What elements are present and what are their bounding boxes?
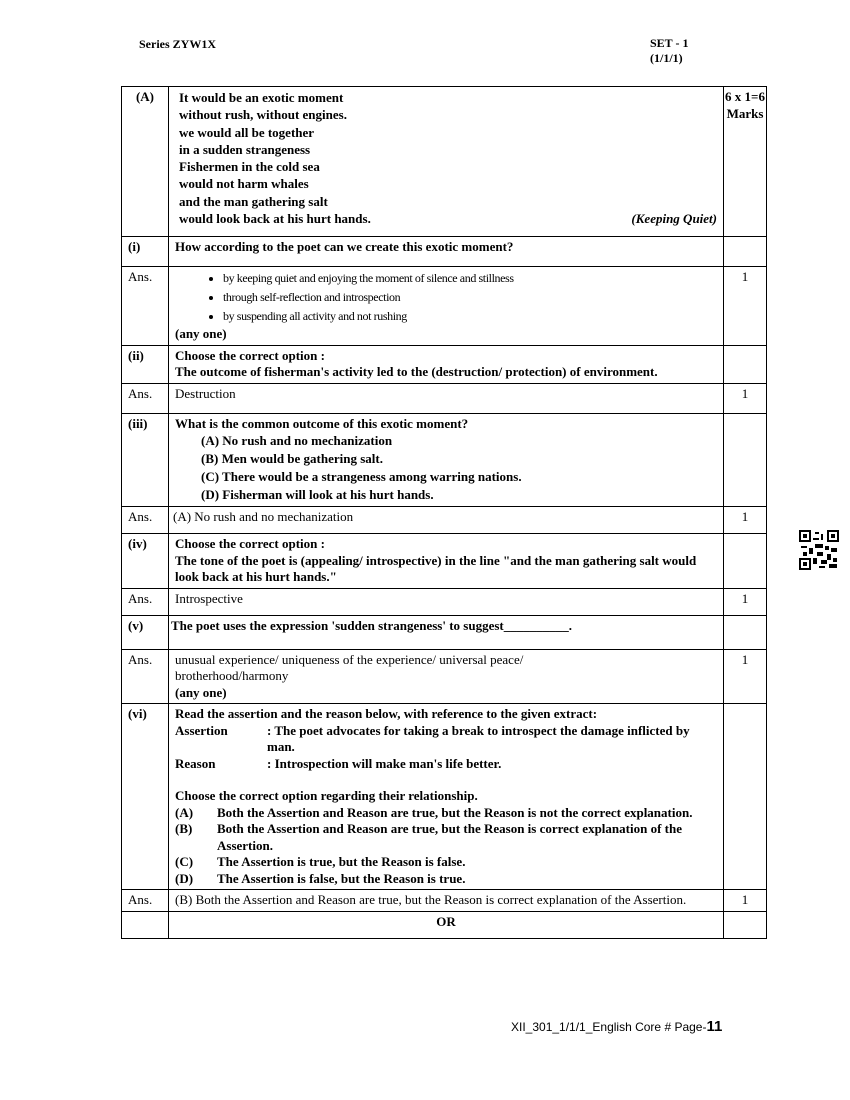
question-number: (ii): [122, 345, 169, 383]
answer-label: Ans.: [122, 890, 169, 912]
answer-label: Ans.: [122, 649, 169, 704]
question-row: [122, 534, 767, 589]
question-text: The poet uses the expression 'sudden strangeness' to suggest__________.: [169, 615, 724, 649]
question-row: [122, 704, 767, 890]
answer-text: unusual experience/ uniqueness of the experience/ universal peace/ brotherhood/harmony (any one): [169, 649, 724, 704]
series-label: Series ZYW1X: [139, 37, 216, 51]
answer-text: (A) No rush and no mechanization: [169, 507, 724, 534]
question-text: Read the assertion and the reason below, with reference to the given extract: Assertion : The poet advocates for taking a break to introspect the damage inflicted by man. Reason : Introspection will make man's life better. Choose the correct option regarding their relationship. (A) Both the Assertion and Reason are true, but the Reason is not the correct explanation. (B) Both the Assertion and Reason are true, but the Reason is correct explanation of the Assertion. (C) The Assertion is true, but the Reason is false. (D) The Assertion is false, but the Reason is true.: [169, 704, 724, 890]
answer-note: (any one): [175, 326, 227, 341]
marking-scheme-table: [121, 86, 767, 939]
or-row: [122, 911, 767, 938]
choice: (D) The Assertion is false, but the Reason is true.: [175, 870, 466, 886]
answer-note: (any one): [175, 684, 227, 700]
or-separator: OR: [169, 911, 724, 938]
answer-label: Ans.: [122, 507, 169, 534]
page-number: 11: [706, 1018, 723, 1035]
total-marks: 6 x 1=6 Marks: [724, 87, 767, 237]
answer-bullet: • through self-reflection and introspection: [223, 288, 717, 307]
extract-label: (A): [122, 87, 169, 237]
answer-row: [122, 383, 767, 413]
answer-label: Ans.: [122, 267, 169, 346]
poem-line: would not harm whales: [179, 176, 309, 192]
reason: Reason : Introspection will make man's life better.: [175, 755, 502, 771]
answer-mark: 1: [724, 383, 767, 413]
answer-bullet: • by keeping quiet and enjoying the moment of silence and stillness: [223, 269, 717, 288]
answer-text: [169, 267, 724, 346]
answer-text: (B) Both the Assertion and Reason are true, but the Reason is correct explanation of the Assertion.: [169, 890, 724, 912]
answer-row: [122, 588, 767, 615]
question-row: [122, 615, 767, 649]
answer-label: Ans.: [122, 588, 169, 615]
answer-row: [122, 507, 767, 534]
question-number: (iii): [122, 413, 169, 507]
extract-row: [122, 87, 767, 237]
answer-mark: 1: [724, 890, 767, 912]
poem-reference: (Keeping Quiet): [631, 211, 717, 227]
page-footer: [511, 1018, 722, 1035]
poem-extract: [169, 87, 724, 237]
choice: (B) Both the Assertion and Reason are true, but the Reason is correct explanation of the Assertion.: [175, 821, 682, 853]
answer-mark: 1: [724, 588, 767, 615]
qr-code-icon: [799, 530, 839, 570]
option: (C) There would be a strangeness among warring nations.: [201, 469, 522, 484]
answer-mark: 1: [724, 649, 767, 704]
question-text: Choose the correct option : The outcome of fisherman's activity led to the (destruction/ protection) of environment.: [169, 345, 724, 383]
footer-code: XII_301_1/1/1_English Core # Page-: [511, 1020, 707, 1034]
question-number: (vi): [122, 704, 169, 890]
poem-line: Fishermen in the cold sea: [179, 159, 320, 175]
poem-line: in a sudden strangeness: [179, 141, 311, 157]
assertion: Assertion : The poet advocates for taking a break to introspect the damage inflicted by man.: [175, 722, 690, 754]
poem-line: It would be an exotic moment: [179, 90, 344, 105]
option: (B) Men would be gathering salt.: [201, 451, 383, 466]
answer-text: Destruction: [169, 383, 724, 413]
question-row: [122, 413, 767, 507]
choice: (C) The Assertion is true, but the Reason is false.: [175, 854, 466, 869]
set-code: (1/1/1): [650, 51, 683, 65]
poem-line: we would all be together: [179, 124, 315, 140]
option: (D) Fisherman will look at his hurt hands.: [201, 487, 434, 502]
option: (A) No rush and no mechanization: [201, 433, 393, 448]
answer-mark: 1: [724, 267, 767, 346]
poem-line: and the man gathering salt: [179, 193, 328, 209]
answer-text: Introspective: [169, 588, 724, 615]
set-number: SET - 1: [650, 36, 689, 50]
question-number: (i): [122, 237, 169, 267]
question-row: [122, 345, 767, 383]
question-number: (iv): [122, 534, 169, 589]
question-row: [122, 237, 767, 267]
question-text: How according to the poet can we create this exotic moment?: [169, 237, 724, 267]
answer-label: Ans.: [122, 383, 169, 413]
answer-bullet: • by suspending all activity and not rushing: [223, 307, 717, 326]
answer-mark: 1: [724, 507, 767, 534]
question-text: What is the common outcome of this exotic moment? (A) No rush and no mechanization (B) Men would be gathering salt. (C) There would be a strangeness among warring nations. (D) Fisherman will look at his hurt hands.: [169, 413, 724, 507]
question-text: Choose the correct option : The tone of the poet is (appealing/ introspective) in the line "and the man gathering salt would look back at his hurt hands.": [169, 534, 724, 589]
question-number: (v): [122, 615, 169, 649]
choice: (A) Both the Assertion and Reason are true, but the Reason is not the correct explanation.: [175, 804, 693, 820]
answer-row: [122, 649, 767, 704]
answer-row: [122, 267, 767, 346]
answer-row: [122, 890, 767, 912]
poem-line: without rush, without engines.: [179, 107, 347, 123]
set-label: [650, 36, 688, 66]
poem-line: (Keeping Quiet) would look back at his hurt hands.: [179, 211, 717, 227]
